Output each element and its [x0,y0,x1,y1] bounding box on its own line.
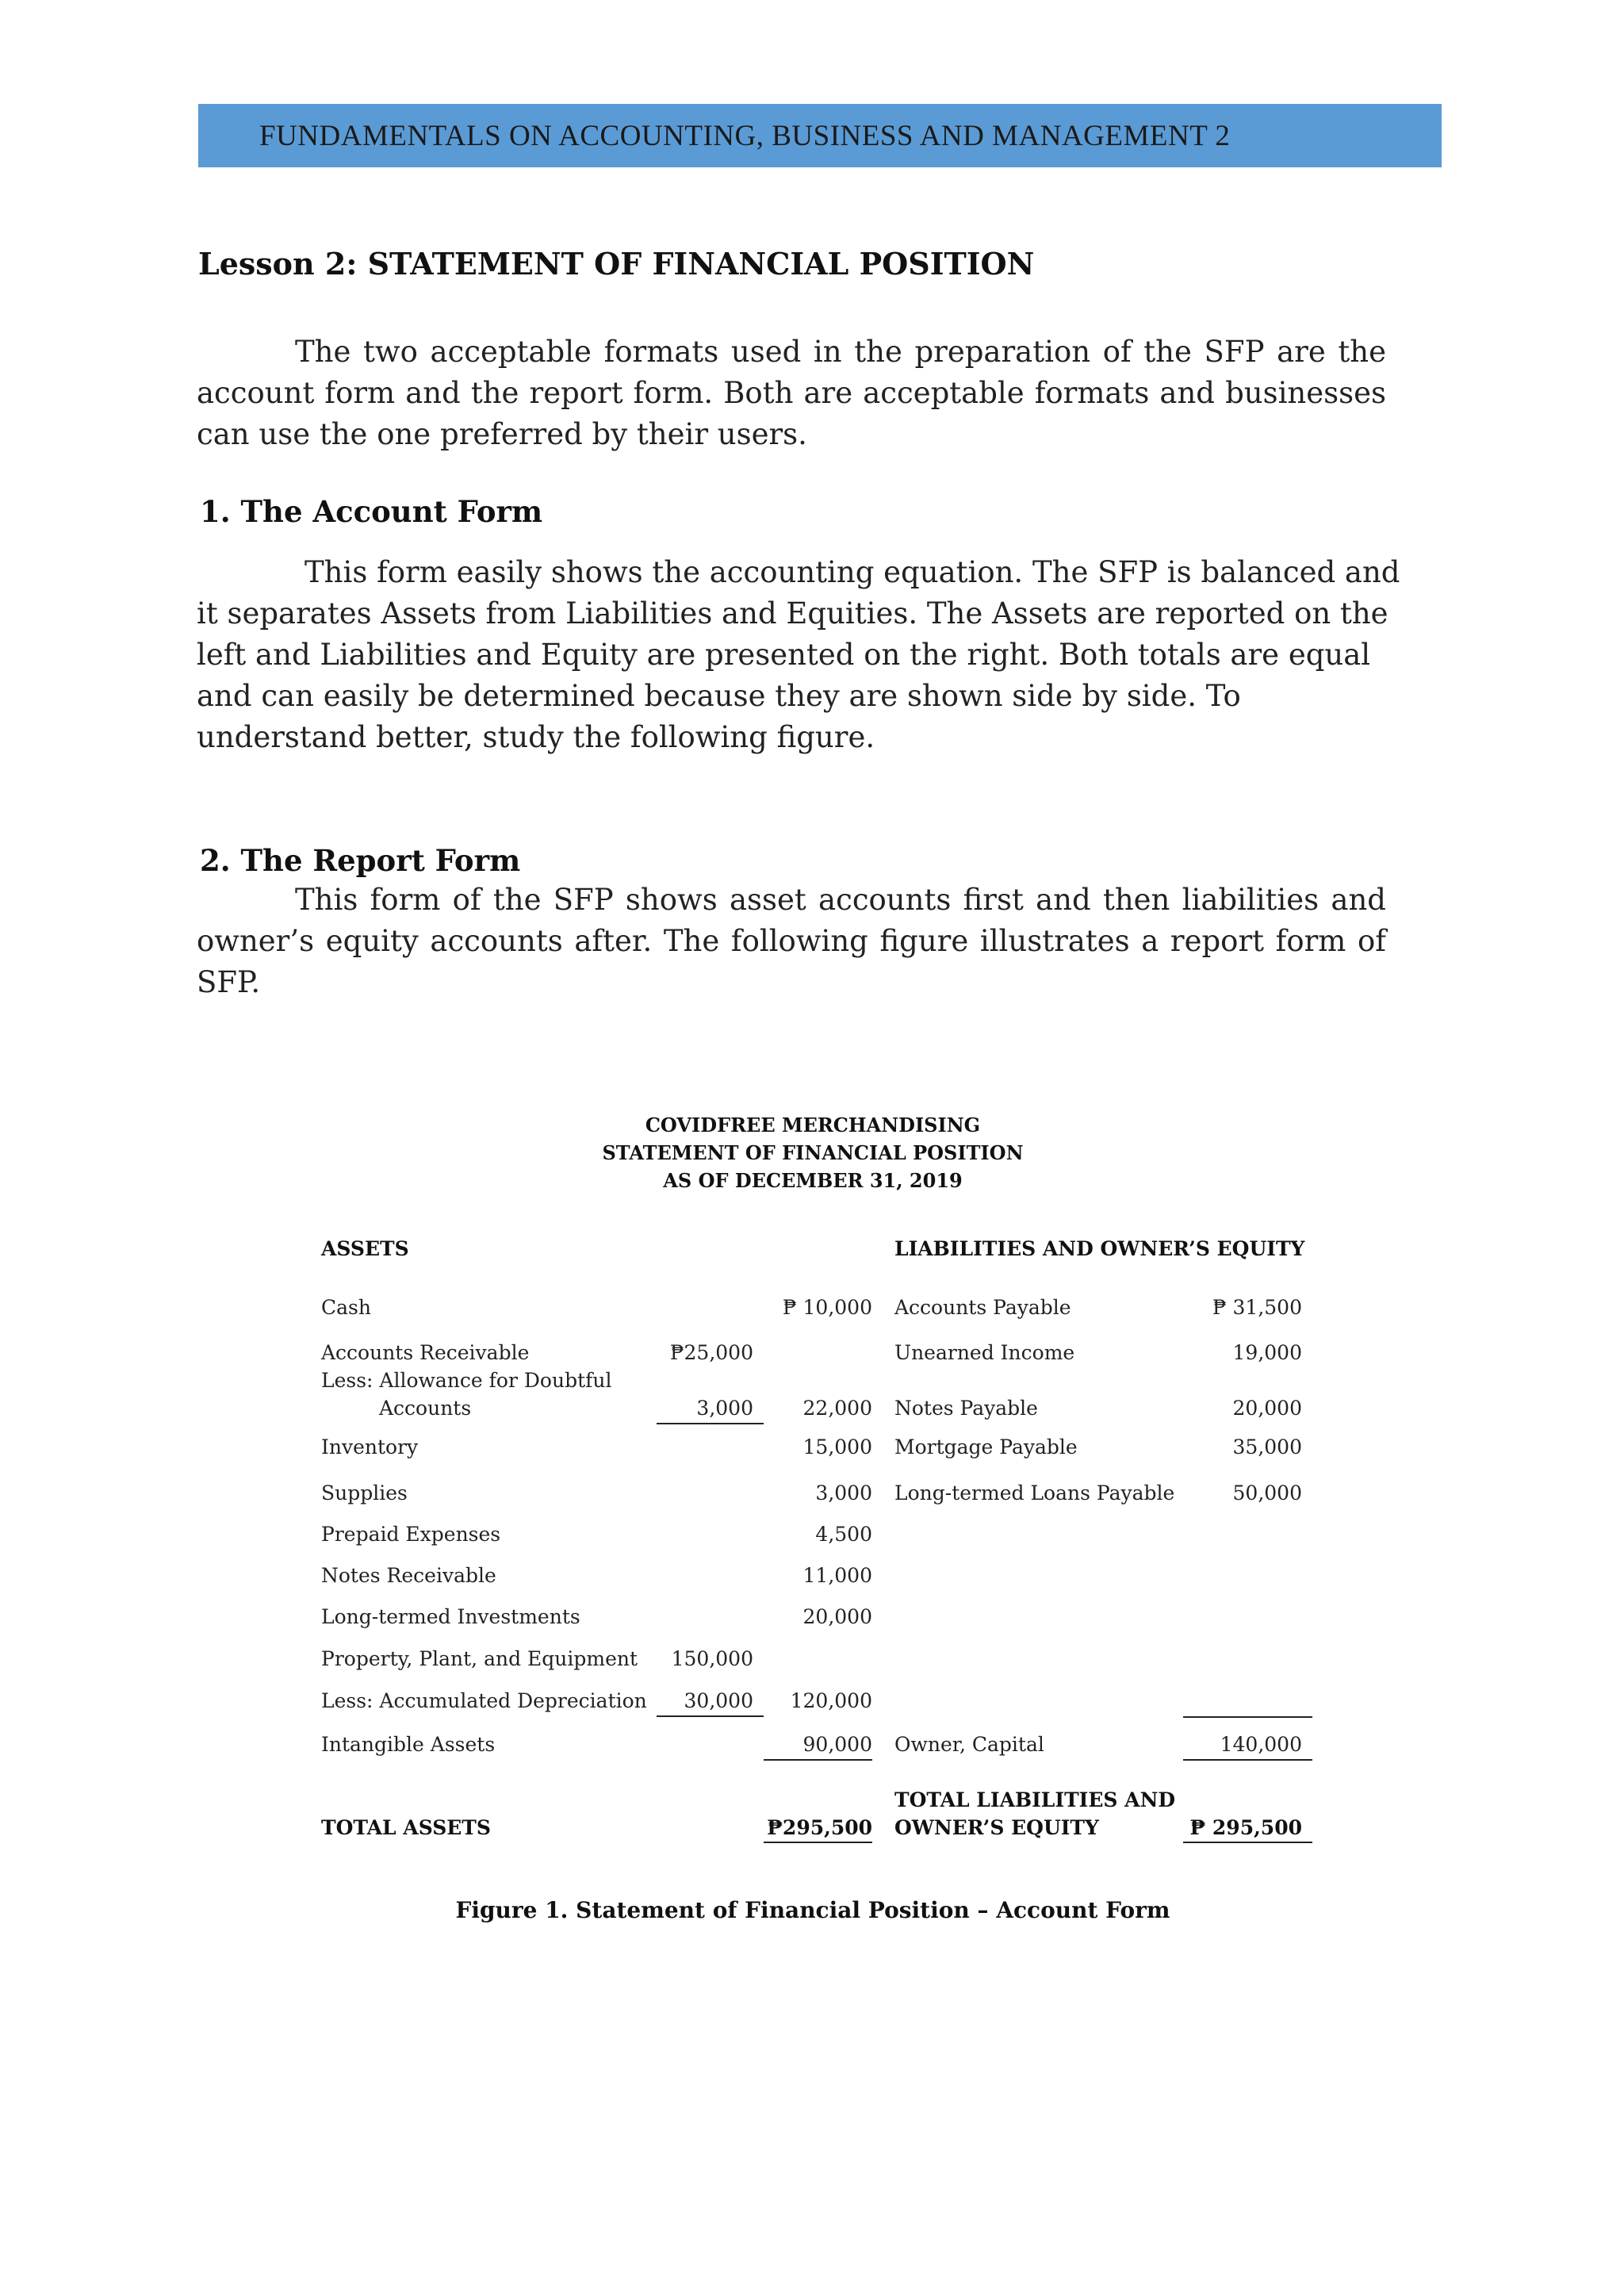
liability-label: Accounts Payable [894,1296,1071,1319]
section1-paragraph [197,552,1410,758]
asset-total: 11,000 [802,1564,872,1587]
total-liabilities-label: OWNER’S EQUITY [894,1816,1099,1839]
intro-line: can use the one preferred by their users. [197,417,807,451]
asset-label: Prepaid Expenses [321,1523,501,1546]
figure-date: AS OF DECEMBER 31, 2019 [663,1169,963,1192]
total-rule [1183,1759,1312,1761]
section2-heading: 2. The Report Form [200,843,521,878]
asset-label: Notes Receivable [321,1564,496,1587]
liability-label: Long-termed Loans Payable [894,1481,1175,1504]
asset-label: Less: Accumulated Depreciation [321,1689,647,1712]
intro-line: account form and the report form. Both are acceptable formats and businesses [197,376,1386,410]
asset-sub: 150,000 [671,1647,753,1670]
total-rule [764,1842,872,1843]
subtotal-rule [657,1423,764,1424]
liability-amount: 50,000 [1232,1481,1302,1504]
section2-line: owner’s equity accounts after. The following figure illustrates a report form of [197,924,1386,958]
liability-label: Owner, Capital [894,1733,1044,1756]
banner-title: FUNDAMENTALS ON ACCOUNTING, BUSINESS AND MANAGEMENT 2 [259,119,1231,152]
liability-label: Mortgage Payable [894,1435,1078,1458]
asset-label: Property, Plant, and Equipment [321,1647,638,1670]
total-rule [1183,1842,1312,1843]
asset-label: Accounts Receivable [321,1341,530,1364]
lesson-title: Lesson 2: STATEMENT OF FINANCIAL POSITION [198,246,1035,282]
section1-line: This form easily shows the accounting equation. The SFP is balanced and [304,555,1400,589]
section1-line: it separates Assets from Liabilities and Equities. The Assets are reported on the [197,596,1388,631]
intro-line: The two acceptable formats used in the preparation of the SFP are the [295,335,1386,369]
figure-statement-title: STATEMENT OF FINANCIAL POSITION [602,1141,1024,1164]
asset-sub: ₱25,000 [669,1341,753,1364]
total-assets-amount: ₱295,500 [767,1816,872,1839]
figure-company: COVIDFREE MERCHANDISING [645,1114,981,1137]
section1-heading: 1. The Account Form [200,494,543,529]
total-liabilities-amount: ₱ 295,500 [1189,1816,1302,1839]
asset-sub: 30,000 [684,1689,753,1712]
asset-label: Cash [321,1296,371,1319]
liability-label: Notes Payable [894,1397,1038,1420]
liability-label: Unearned Income [894,1341,1075,1364]
liability-amount: 35,000 [1232,1435,1302,1458]
asset-label: Intangible Assets [321,1733,496,1756]
asset-total: 90,000 [802,1733,872,1756]
liability-amount: ₱ 31,500 [1212,1296,1302,1319]
liabilities-heading: LIABILITIES AND OWNER’S EQUITY [894,1237,1305,1260]
total-rule [764,1759,872,1761]
liability-amount: 19,000 [1232,1341,1302,1364]
liability-amount: 140,000 [1220,1733,1302,1756]
asset-label: Less: Allowance for Doubtful [321,1369,612,1392]
assets-heading: ASSETS [321,1237,409,1260]
asset-label: Supplies [321,1481,408,1504]
asset-total: 4,500 [815,1523,872,1546]
asset-label: Accounts [379,1397,472,1420]
section2-paragraph [197,880,1386,1003]
asset-total: 3,000 [815,1481,872,1504]
section1-line: and can easily be determined because they are shown side by side. To [197,679,1241,713]
figure-caption: Figure 1. Statement of Financial Position – Account Form [455,1897,1170,1923]
section2-line: This form of the SFP shows asset accounts first and then liabilities and [295,883,1386,917]
asset-total: ₱ 10,000 [782,1296,872,1319]
subtotal-rule [1183,1716,1312,1718]
section2-line: SFP. [197,965,261,999]
asset-label: Long-termed Investments [321,1605,580,1628]
asset-label: Inventory [321,1435,419,1458]
liability-amount: 20,000 [1232,1397,1302,1420]
total-liabilities-label: TOTAL LIABILITIES AND [894,1788,1176,1811]
asset-total: 22,000 [802,1397,872,1420]
asset-sub: 3,000 [696,1397,753,1420]
intro-paragraph [197,332,1386,455]
header-banner [198,104,1442,167]
subtotal-rule [657,1715,764,1717]
total-assets-label: TOTAL ASSETS [321,1816,491,1839]
section1-line: understand better, study the following figure. [197,720,875,754]
section1-line: left and Liabilities and Equity are presented on the right. Both totals are equal [197,638,1371,672]
asset-total: 20,000 [802,1605,872,1628]
asset-total: 120,000 [790,1689,872,1712]
asset-total: 15,000 [802,1435,872,1458]
